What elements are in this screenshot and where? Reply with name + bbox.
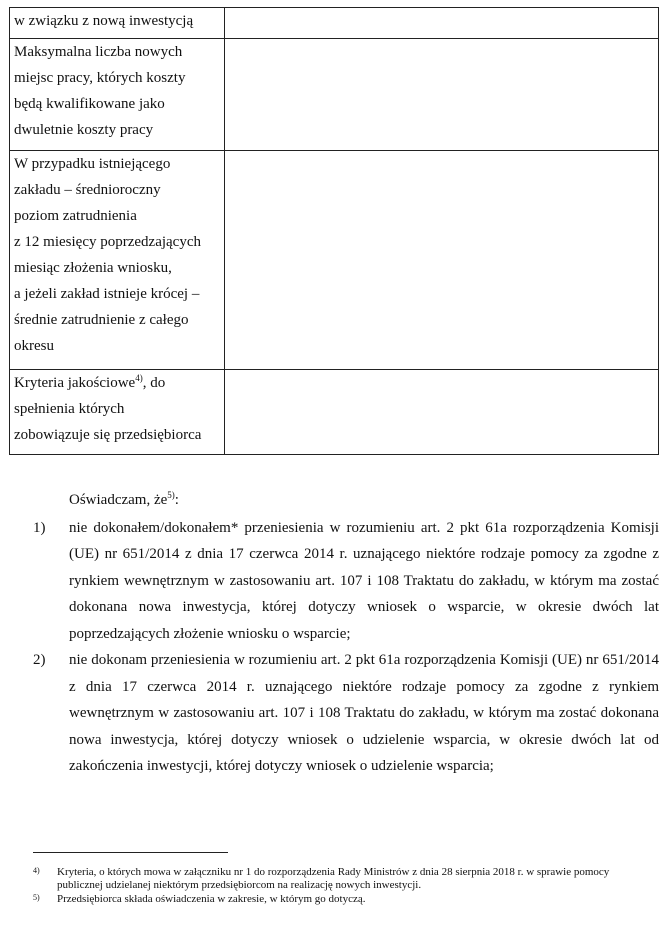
footnote-text: Kryteria, o których mowa w załączniku nr 1 do rozporządzenia Rady Ministrów z dnia 28 sierpnia 2018 r. w sprawie pomocy publicznej udzielanej niektórym przedsiębiorcom na realizację nowych inwestycji.: [57, 866, 610, 891]
investment-form-table: [9, 7, 659, 455]
label-text: Kryteria jakościowe: [14, 375, 136, 391]
declaration-intro: [33, 487, 659, 514]
label-text: , do: [142, 375, 166, 391]
label-line: miesiąc złożenia wniosku,: [14, 260, 172, 276]
list-item: [33, 647, 659, 780]
label-line: spełnienia których: [14, 401, 125, 417]
label-line: zobowiązuje się przedsiębiorca: [14, 427, 202, 443]
footnote-item: [33, 866, 643, 892]
footnote-number: 4): [33, 866, 40, 875]
footnote-ref[interactable]: 5): [167, 490, 175, 500]
label-line: poziom zatrudnienia: [14, 208, 137, 224]
row-value-cell[interactable]: [225, 8, 659, 39]
item-text: nie dokonałem/dokonałem* przeniesienia w rozumieniu art. 2 pkt 61a rozporządzenia Komisji (UE) nr 651/2014 z dnia 17 czerwca 2014 r. uznającego niektóre rodzaje pomocy za zgodne z rynkiem wewnętrznym w zastosowaniu art. 107 i 108 Traktatu do zakładu, w którym ma zostać dokonana nowa inwestycja, której dotyczy wniosek o wsparcie, w okresie dwóch lat poprzedzających złożenie wniosku o wsparcie;: [69, 519, 659, 642]
row-value-cell[interactable]: [225, 39, 659, 151]
label-line: dwuletnie koszty pracy: [14, 122, 154, 138]
table-row: [10, 8, 659, 39]
row-label: [10, 39, 225, 151]
label-line: okresu: [14, 338, 54, 354]
label-line: W przypadku istniejącego: [14, 156, 171, 172]
footnote-text: Przedsiębiorca składa oświadczenia w zakresie, w którym go dotyczą.: [57, 893, 366, 905]
footnote-ref[interactable]: 4): [135, 373, 143, 383]
label-line: z 12 miesięcy poprzedzających: [14, 234, 201, 250]
footnote-number: 5): [33, 893, 40, 902]
intro-colon: :: [174, 492, 179, 508]
label-line: miejsc pracy, których koszty: [14, 70, 186, 86]
label-line: a jeżeli zakład istnieje krócej –: [14, 286, 200, 302]
table-row: [10, 151, 659, 370]
row-value-cell[interactable]: [225, 370, 659, 455]
footnote-item: [33, 893, 643, 906]
label-line: będą kwalifikowane jako: [14, 96, 165, 112]
label-line: [14, 370, 220, 396]
label-line: zakładu – średnioroczny: [14, 182, 161, 198]
table-row: [10, 39, 659, 151]
item-number: 1): [33, 519, 46, 536]
row-value-cell[interactable]: [225, 151, 659, 370]
row-label: [10, 151, 225, 370]
item-text: nie dokonam przeniesienia w rozumieniu art. 2 pkt 61a rozporządzenia Komisji (UE) nr 651/2014 z dnia 17 czerwca 2014 r. uznającego niektóre rodzaje pomocy za zgodne z rynkiem wewnętrznym w zastosowaniu art. 107 i 108 Traktatu do zakładu, w którym ma zostać dokonana nowa inwestycja, której dotyczy wniosek o udzielenie wsparcia, w okresie dwóch lat od zakończenia inwestycji, której dotyczy wniosek o udzielenie wsparcia;: [69, 652, 659, 774]
row-label: [10, 8, 225, 39]
list-item: [33, 515, 659, 648]
label-line: w związku z nową inwestycją: [14, 13, 194, 29]
label-line: Maksymalna liczba nowych: [14, 44, 183, 60]
table-row: [10, 370, 659, 455]
item-number: 2): [33, 652, 46, 668]
row-label: [10, 370, 225, 455]
declaration-section: [33, 487, 659, 780]
intro-text: Oświadczam, że: [69, 492, 168, 508]
label-line: średnie zatrudnienie z całego: [14, 312, 189, 328]
footnotes: [33, 866, 643, 906]
footnote-divider: [33, 852, 228, 853]
